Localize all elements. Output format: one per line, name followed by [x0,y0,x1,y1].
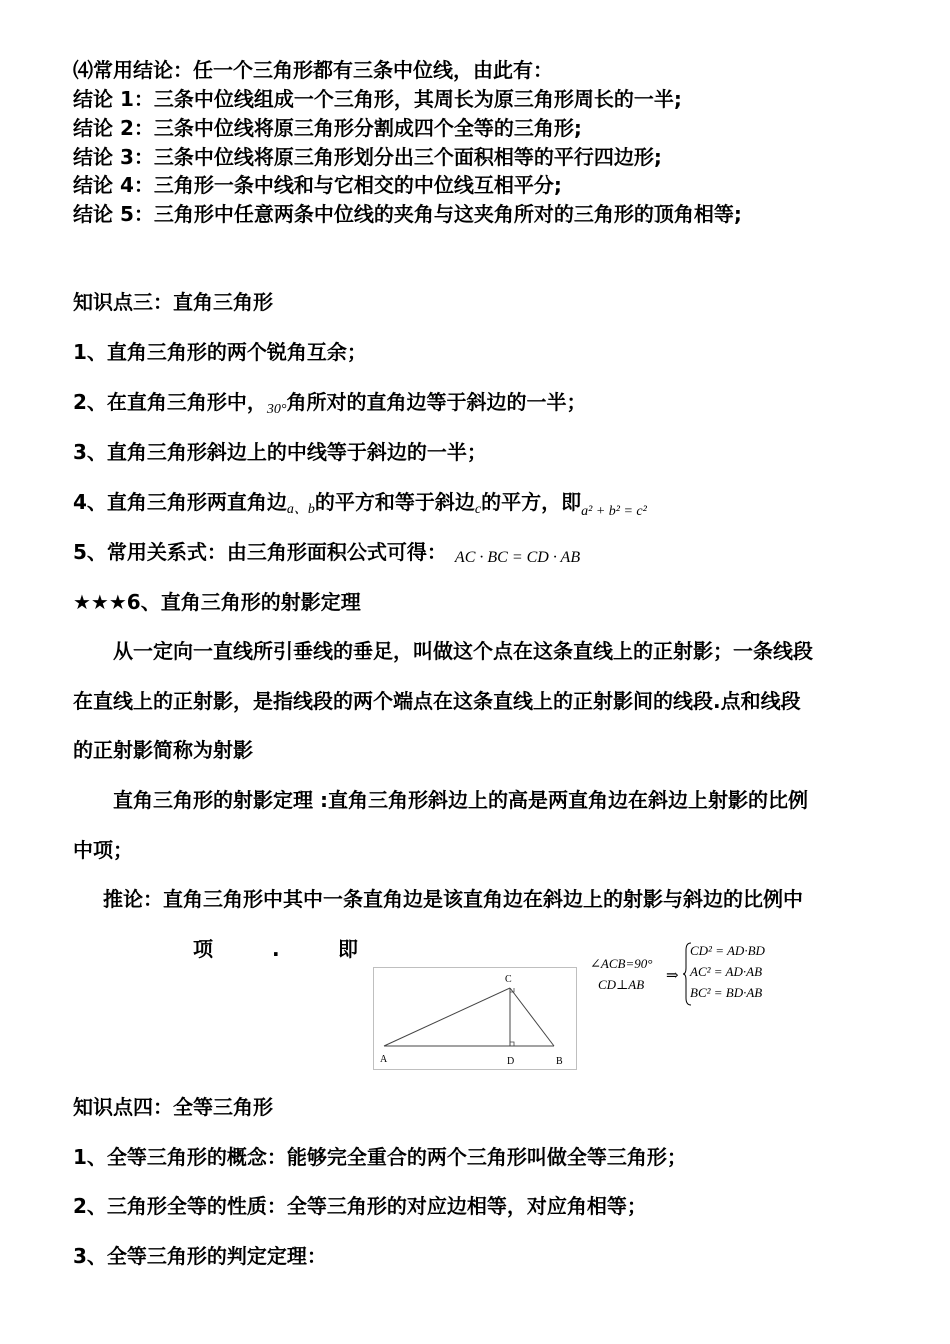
point-2-text-b: 角所对的直角边等于斜边的一半； [286,390,587,414]
projection-formula [590,940,790,1010]
projection-def-line3: 的正射影简称为射影 [73,738,253,762]
point-4-text-b: 的平方和等于斜边 [314,490,475,514]
right-triangle-figure [373,967,577,1070]
triangle-svg [374,968,576,1069]
point-4-text-a: 4、直角三角形两直角边 [73,490,287,514]
implies-arrow: ⇒ [666,968,679,984]
corollary-line1: 推论：直角三角形中其中一条直角边是该直角边在斜边上的射影与斜边的比例中 [103,887,803,911]
condition-perpendicular: CD⊥AB [598,977,645,992]
vertex-label-a: A [380,1054,388,1065]
conclusion-intro: ⑷常用结论：任一个三角形都有三条中位线，由此有： [73,58,553,82]
conclusion-3: 结论 3：三条中位线将原三角形划分出三个面积相等的平行四边形; [73,145,662,169]
congruence-point-3: 3、全等三角形的判定定理： [73,1244,327,1268]
projection-theorem-line2: 中项； [73,838,133,862]
point-2 [73,389,587,423]
vertex-label-b: B [556,1056,563,1067]
right-angle-mark-d [510,1042,514,1046]
corollary-word-xiang: 项 [193,937,213,961]
projection-def-line1: 从一定向一直线所引垂线的垂足，叫做这个点在这条直线上的正射影；一条线段 [113,639,813,663]
point-3: 3、直角三角形斜边上的中线等于斜边的一半； [73,440,487,464]
legs-math: a、b [286,502,315,517]
result-bc: BC² = BD·AB [690,985,763,1000]
result-cd: CD² = AD·BD [690,943,765,958]
point-1: 1、直角三角形的两个锐角互余； [73,340,367,364]
conclusion-2: 结论 2：三条中位线将原三角形分割成四个全等的三角形; [73,116,582,140]
corollary-word-ji: 即 [338,937,358,961]
vertex-label-c: C [505,974,512,985]
projection-def-line2: 在直线上的正射影，是指线段的两个端点在这条直线上的正射影间的线段.点和线段 [73,689,801,713]
conclusion-5: 结论 5：三角形中任意两条中位线的夹角与这夹角所对的三角形的顶角相等; [73,202,742,226]
vertex-label-d: D [507,1056,515,1067]
point-2-text-a: 2、在直角三角形中， [73,390,267,414]
side-ac [384,988,510,1046]
conclusion-4: 结论 4：三角形一条中线和与它相交的中位线互相平分; [73,173,562,197]
corollary-period: . [272,937,280,961]
section-heading-4: 知识点四：全等三角形 [73,1095,273,1119]
point-4 [73,489,647,525]
result-ac: AC² = AD·AB [690,964,763,979]
projection-theorem-line1: 直角三角形的射影定理 :直角三角形斜边上的高是两直角边在斜边上射影的比例 [113,788,808,812]
pythagorean-math: a² + b² = c² [581,504,647,519]
congruence-point-1: 1、全等三角形的概念：能够完全重合的两个三角形叫做全等三角形； [73,1145,687,1169]
point-4-text-c: 的平方，即 [481,490,582,514]
congruence-point-2: 2、三角形全等的性质：全等三角形的对应边相等，对应角相等； [73,1194,647,1218]
side-bc [510,988,554,1046]
area-relation-math: AC · BC = CD · AB [454,549,581,566]
condition-angle: ∠ACB=90° [590,956,653,971]
section-heading-3: 知识点三：直角三角形 [73,290,273,314]
point-5-text: 5、常用关系式：由三角形面积公式可得： [73,540,447,564]
point-5 [73,539,580,571]
angle-30-math: 30° [266,402,287,417]
conclusion-1: 结论 1：三条中位线组成一个三角形，其周长为原三角形周长的一半; [73,87,682,111]
hypotenuse-math: c [474,502,482,517]
point-6-heading: ★★★6、直角三角形的射影定理 [73,590,361,614]
